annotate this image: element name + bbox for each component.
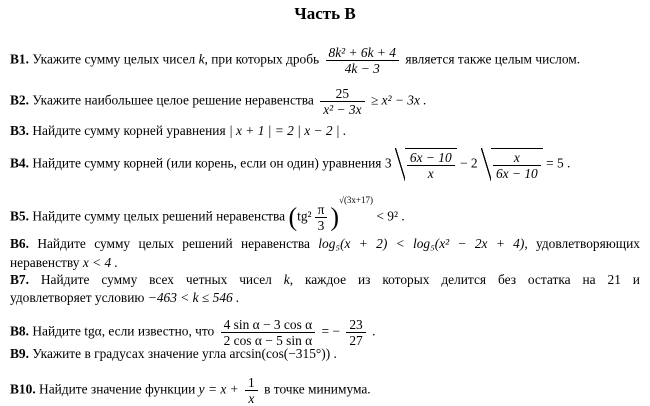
denominator: 3 — [317, 218, 325, 233]
problem-label: B4. — [10, 155, 29, 171]
numerator: 1 — [245, 375, 258, 391]
numerator: 25 — [320, 86, 364, 102]
fraction — [346, 317, 365, 348]
expression: arcsin(cos(−315°)) . — [229, 346, 337, 361]
problem-text: , каждое из которых делится без остатка на 21 и — [289, 272, 640, 287]
tangent: tg² — [297, 208, 312, 224]
problem-b8 — [10, 317, 640, 348]
problem-text: удовлетворяет условию — [10, 290, 145, 305]
exponent: √(3x+17) — [339, 195, 374, 206]
problem-label: B1. — [10, 51, 29, 67]
denominator: x — [248, 391, 255, 406]
problem-text: , если известно, что — [101, 323, 215, 339]
numerator: x — [493, 150, 541, 166]
problem-b6-line2 — [10, 255, 640, 271]
problem-label: B7. — [10, 272, 29, 287]
denominator: 6x − 10 — [495, 166, 538, 181]
denominator: x² − 3x — [323, 102, 362, 117]
fraction — [493, 150, 541, 181]
inequality: log₅(x + 2) < log₅(x² − 2x + 4), — [318, 236, 528, 251]
numerator: π — [315, 202, 328, 218]
variable: k — [198, 51, 205, 67]
problem-text: удовлетворяющих — [536, 236, 640, 251]
fraction — [407, 150, 455, 181]
condition: x < 4 . — [82, 255, 118, 270]
problem-text: Найдите значение функции — [39, 381, 196, 397]
numerator: 23 — [346, 317, 365, 333]
square-root — [491, 148, 543, 181]
coefficient: 3 — [384, 155, 392, 171]
denominator: 27 — [349, 333, 363, 348]
problem-label: B6. — [10, 236, 29, 251]
condition: −463 < k ≤ 546 . — [147, 290, 240, 305]
problem-text: Укажите наибольшее целое решение неравенства — [32, 92, 314, 108]
problem-text: Укажите в градусах значение угла — [32, 346, 227, 361]
problem-text: Найдите сумму целых решений неравенства — [32, 208, 286, 224]
problem-b5 — [10, 195, 640, 233]
page-title: Часть В — [294, 4, 356, 23]
problem-b7-line2 — [10, 290, 640, 306]
problem-label: B9. — [10, 346, 29, 361]
problem-b6-line1 — [10, 236, 640, 252]
numerator: 4 sin α − 3 cos α — [221, 317, 316, 333]
problem-b3 — [10, 123, 640, 139]
operator: = − — [321, 323, 340, 339]
problem-b1 — [10, 45, 640, 76]
problem-text: Найдите — [32, 323, 81, 339]
problem-text: Найдите сумму целых решений неравенства — [37, 236, 310, 251]
equation-rhs: = 5 . — [546, 155, 571, 171]
right-paren: ) — [330, 202, 339, 232]
problem-label: B2. — [10, 92, 29, 108]
inequality-rhs: < 9² . — [376, 208, 405, 224]
denominator: 2 cos α − 5 sin α — [223, 333, 313, 348]
problem-label: B5. — [10, 208, 29, 224]
fraction — [221, 317, 316, 348]
problem-text: Укажите сумму целых чисел — [32, 51, 196, 67]
problem-label: B8. — [10, 323, 29, 339]
denominator: x — [427, 166, 434, 181]
problem-b9 — [10, 346, 640, 362]
numerator: 8k² + 6k + 4 — [326, 45, 399, 61]
square-root — [405, 148, 457, 181]
problem-label: B3. — [10, 123, 29, 138]
left-paren: ( — [288, 202, 298, 232]
fraction — [326, 45, 399, 76]
problem-text: является также целым числом. — [405, 51, 581, 67]
denominator: 4k − 3 — [344, 61, 380, 76]
problem-b10 — [10, 375, 640, 406]
inequality-rhs: ≥ x² − 3x . — [370, 92, 427, 108]
fraction — [315, 202, 328, 233]
equation: | x + 1 | = 2 | x − 2 | . — [228, 123, 347, 138]
operator: − 2 — [460, 155, 478, 171]
problem-text: Найдите сумму всех четных чисел — [40, 272, 272, 287]
tangent: tgα — [84, 323, 102, 339]
variable: k — [283, 272, 290, 287]
problem-b7-line1 — [10, 272, 640, 288]
function: y = x + — [198, 381, 239, 397]
fraction — [320, 86, 364, 117]
numerator: 6x − 10 — [407, 150, 455, 166]
fraction — [245, 375, 258, 406]
problem-label: B10. — [10, 381, 36, 397]
problem-text: Найдите сумму корней уравнения — [32, 123, 226, 138]
problem-b4 — [10, 148, 640, 181]
problem-text: неравенству — [10, 255, 80, 270]
problem-text: Найдите сумму корней (или корень, если он один) уравнения — [32, 155, 382, 171]
problem-text: в точке минимума. — [264, 381, 371, 397]
problem-text: , при которых дробь — [204, 51, 320, 67]
period: . — [372, 323, 376, 339]
problem-b2 — [10, 86, 640, 117]
